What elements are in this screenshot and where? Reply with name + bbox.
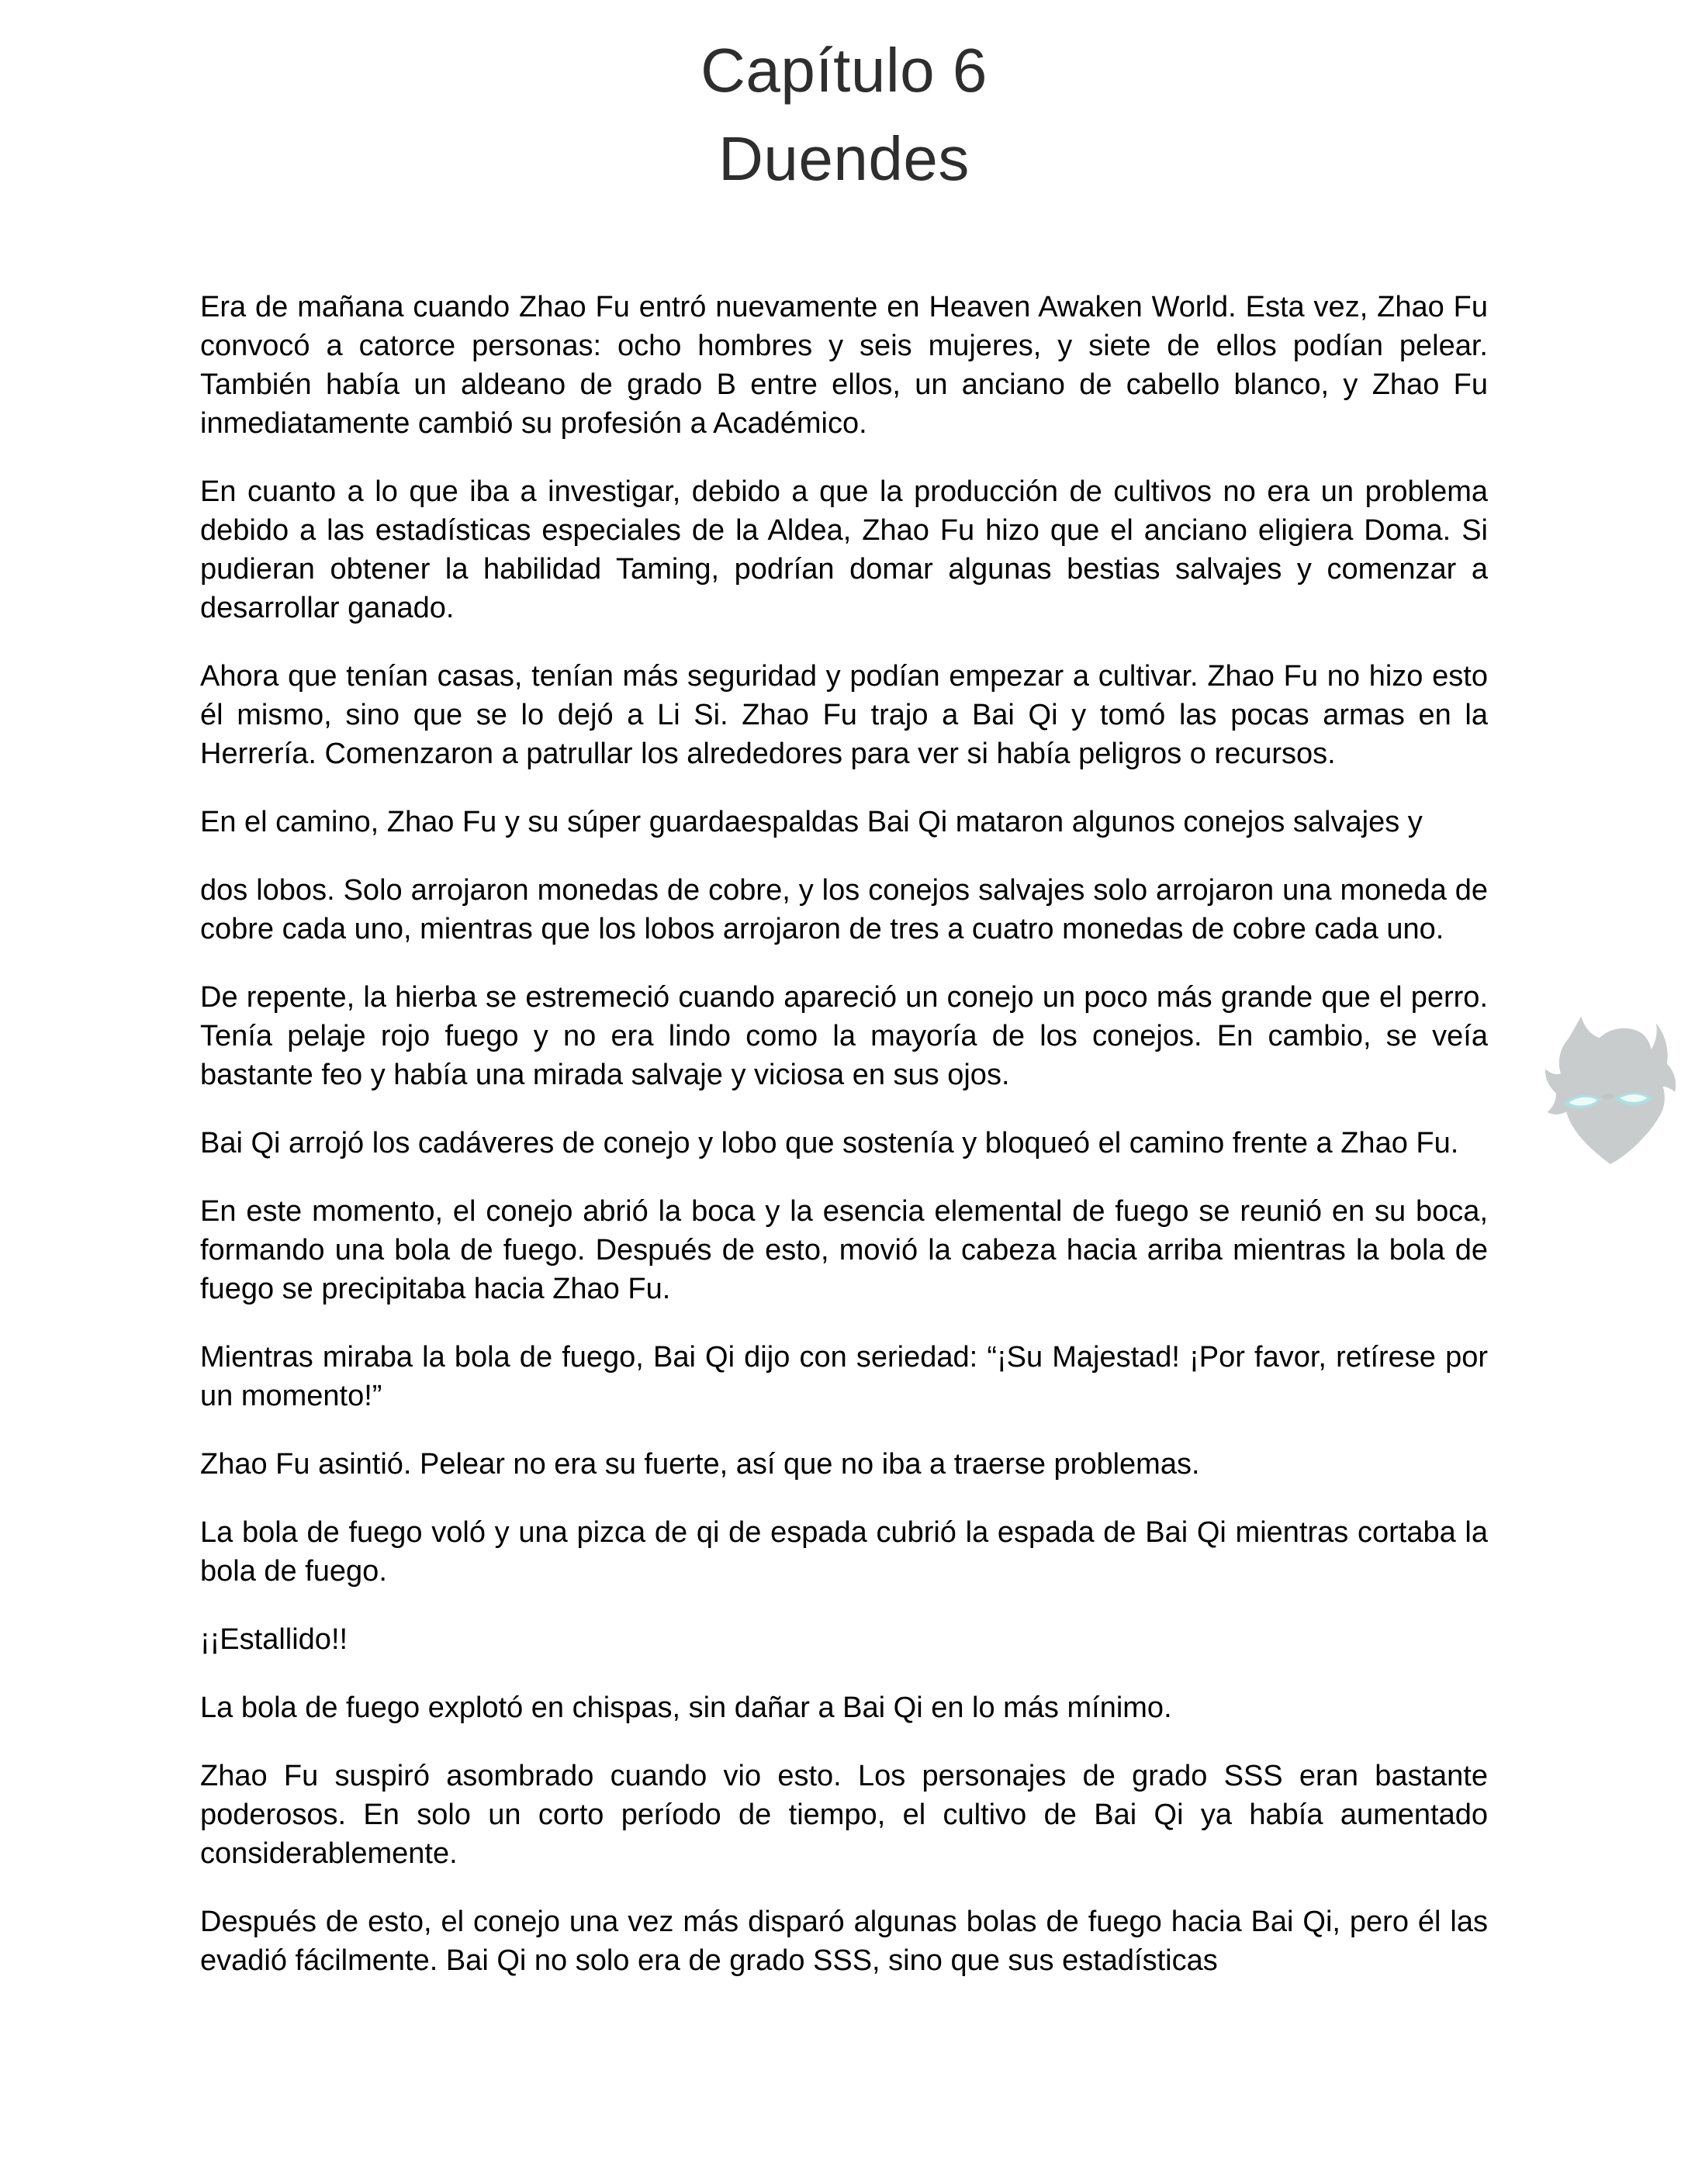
paragraph: Zhao Fu suspiró asombrado cuando vio esto. Los personajes de grado SSS eran bastante poderosos. En solo un corto período de tiempo, el cultivo de Bai Qi ya había aumentado considerablemente. xyxy=(200,1760,1488,1870)
paragraph: Bai Qi arrojó los cadáveres de conejo y lobo que sostenía y bloqueó el camino frente a Zhao Fu. xyxy=(200,1127,1459,1159)
chapter-number: Capítulo 6 xyxy=(700,36,988,105)
chapter-title xyxy=(0,26,1688,203)
paragraph: La bola de fuego voló y una pizca de qi de espada cubrió la espada de Bai Qi mientras cortaba la bola de fuego. xyxy=(200,1516,1488,1588)
chapter-body xyxy=(200,288,1488,2009)
paragraph: Mientras miraba la bola de fuego, Bai Qi dijo con seriedad: “¡Su Majestad! ¡Por favor, retírese por un momento!” xyxy=(200,1341,1488,1412)
paragraph: En cuanto a lo que iba a investigar, debido a que la producción de cultivos no era un problema debido a las estadísticas especiales de la Aldea, Zhao Fu hizo que el anciano eligiera Doma. Si pudieran obtener la habilidad Taming, podrían domar algunas bestias salvajes y comenzar a desarrollar ganado. xyxy=(200,475,1488,624)
paragraph: Después de esto, el conejo una vez más disparó algunas bolas de fuego hacia Bai Qi, pero él las evadió fácilmente. Bai Qi no solo era de grado SSS, sino que sus estadísticas xyxy=(200,1906,1488,1977)
demon-head-watermark-icon xyxy=(1541,1008,1676,1165)
paragraph: Ahora que tenían casas, tenían más seguridad y podían empezar a cultivar. Zhao Fu no hizo esto él mismo, sino que se lo dejó a Li Si. Zhao Fu trajo a Bai Qi y tomó las pocas armas en la Herrería. Comenzaron a patrullar los alrededores para ver si había peligros o recursos. xyxy=(200,660,1488,770)
paragraph: En este momento, el conejo abrió la boca y la esencia elemental de fuego se reunió en su boca, formando una bola de fuego. Después de esto, movió la cabeza hacia arriba mientras la bola de fuego se precipitaba hacia Zhao Fu. xyxy=(200,1195,1488,1305)
paragraph: En el camino, Zhao Fu y su súper guardaespaldas Bai Qi mataron algunos conejos salvajes y xyxy=(200,806,1423,838)
chapter-name: Duendes xyxy=(718,124,970,193)
paragraph: ¡¡Estallido!! xyxy=(200,1623,348,1656)
paragraph: Era de mañana cuando Zhao Fu entró nuevamente en Heaven Awaken World. Esta vez, Zhao Fu convocó a catorce personas: ocho hombres y seis mujeres, y siete de ellos podían pelear. También había un aldeano de grado B entre ellos, un anciano de cabello blanco, y Zhao Fu inmediatamente cambió su profesión a Académico. xyxy=(200,291,1488,440)
paragraph: dos lobos. Solo arrojaron monedas de cobre, y los conejos salvajes solo arrojaron una moneda de cobre cada uno, mientras que los lobos arrojaron de tres a cuatro monedas de cobre cada uno. xyxy=(200,874,1488,945)
paragraph: Zhao Fu asintió. Pelear no era su fuerte, así que no iba a traerse problemas. xyxy=(200,1448,1200,1481)
paragraph: De repente, la hierba se estremeció cuando apareció un conejo un poco más grande que el perro. Tenía pelaje rojo fuego y no era lindo como la mayoría de los conejos. En cambio, se veía bastante feo y había una mirada salvaje y viciosa en sus ojos. xyxy=(200,981,1488,1091)
paragraph: La bola de fuego explotó en chispas, sin dañar a Bai Qi en lo más mínimo. xyxy=(200,1692,1172,1724)
